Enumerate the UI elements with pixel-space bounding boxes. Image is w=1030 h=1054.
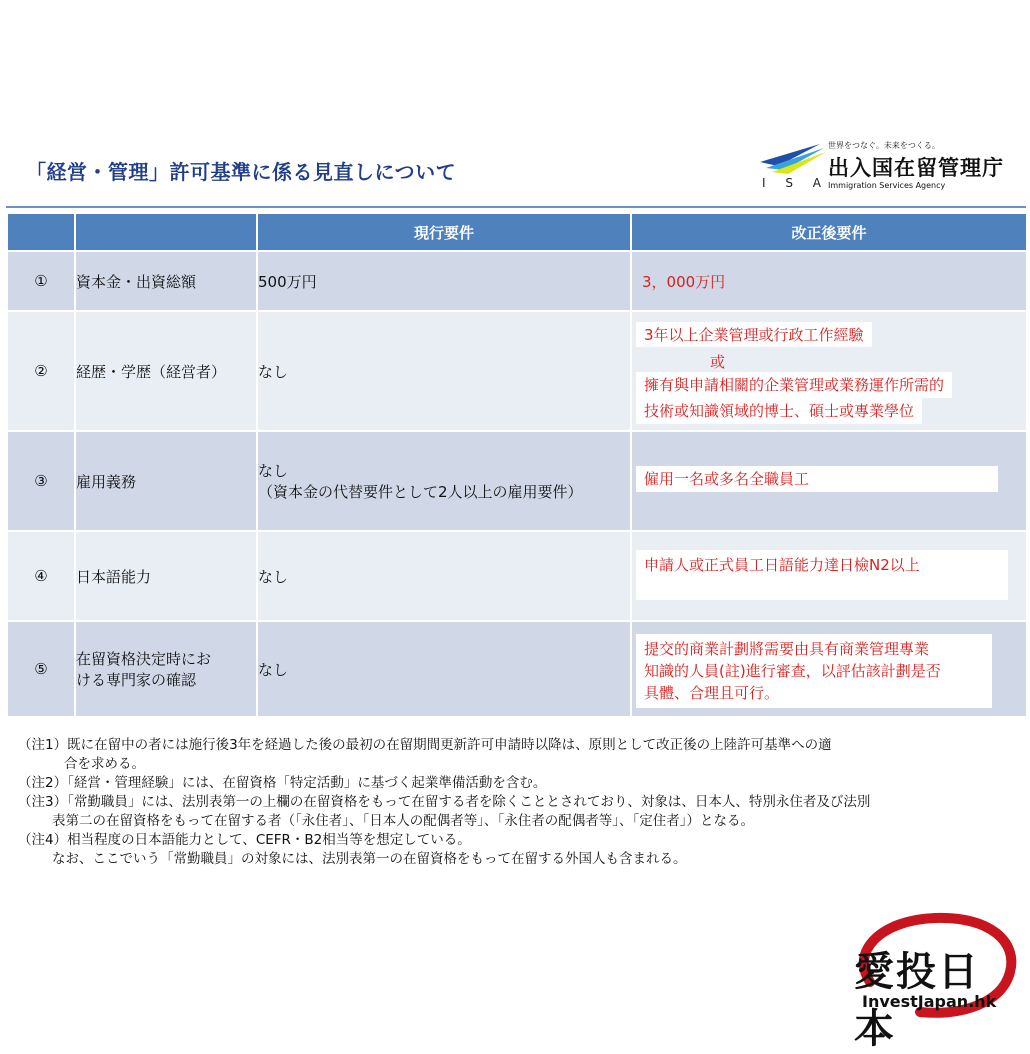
footnote-3-cont: 表第二の在留資格をもって在留する者（「永住者」、「日本人の配偶者等」、「永住者の配偶者等」、「定住者」）となる。	[52, 813, 754, 829]
header-cell-revised: 改正後要件	[631, 213, 1027, 251]
row-item: 経歴・学歴（経営者）	[75, 311, 257, 431]
row-current: 500万円	[257, 251, 631, 311]
row-item: 日本語能力	[75, 531, 257, 621]
footnote-3: （注3）「常勤職員」には、法別表第一の上欄の在留資格をもって在留する者を除くこととされており、対象は、日本人、特別永住者及び法別	[18, 794, 871, 810]
row-number: ⑤	[7, 621, 75, 717]
isa-logo	[758, 140, 1028, 196]
row-current	[257, 431, 631, 531]
revised-text: 知識的人員(註)進行審查，以評估該計劃是否	[644, 662, 941, 680]
table-row	[7, 531, 1027, 621]
isa-abbrev: I S A	[762, 176, 829, 190]
watermark	[840, 912, 1020, 1052]
header-cell-current: 現行要件	[257, 213, 631, 251]
logo-tagline: 世界をつなぐ。未来をつくる。	[828, 141, 940, 150]
row-item: 雇用義務	[75, 431, 257, 531]
isa-emblem-icon	[758, 140, 828, 180]
revised-text: 或	[710, 353, 726, 371]
agency-name-ja: 出入国在留管理庁	[828, 156, 1004, 180]
watermark-ja: 愛投日本	[854, 949, 980, 1052]
revised-text: 提交的商業計劃將需要由具有商業管理專業	[644, 640, 930, 658]
footnote-4: （注4）相当程度の日本語能力として、CEFR・B2相当等を想定している。	[18, 832, 471, 848]
row-number: ②	[7, 311, 75, 431]
row-current: なし	[257, 621, 631, 717]
item-text: ける専門家の確認	[76, 671, 197, 689]
header-cell-num	[7, 213, 75, 251]
row-number: ①	[7, 251, 75, 311]
watermark-en: InvestJapan.hk	[862, 992, 997, 1011]
requirements-table	[6, 212, 1028, 718]
revised-text: 技術或知識領域的博士、碩士或專業學位	[636, 398, 922, 424]
row-current: なし	[257, 531, 631, 621]
row-revised	[631, 251, 1027, 311]
row-revised	[631, 431, 1027, 531]
revised-text: 具體、合理且可行。	[644, 684, 780, 702]
row-revised	[631, 621, 1027, 717]
revised-text: 擁有與申請相關的企業管理或業務運作所需的	[636, 372, 952, 398]
footnote-2: （注2）「経営・管理経験」には、在留資格「特定活動」に基づく起業準備活動を含む。	[18, 775, 547, 791]
row-current: なし	[257, 311, 631, 431]
footnotes	[18, 736, 1018, 869]
current-text: （資本金の代替要件として2人以上の雇用要件）	[258, 483, 583, 501]
current-text: なし	[258, 462, 289, 480]
table-row	[7, 311, 1027, 431]
row-revised	[631, 311, 1027, 431]
page-title: 「経営・管理」許可基準に係る見直しについて	[26, 160, 457, 184]
revised-text: 3，000万円	[642, 272, 726, 291]
row-item	[75, 621, 257, 717]
revised-box	[636, 634, 992, 708]
item-text: 在留資格決定時にお	[76, 650, 212, 668]
footnote-4-cont: なお、ここでいう「常勤職員」の対象には、法別表第一の在留資格をもって在留する外国人も含まれる。	[52, 851, 687, 867]
row-number: ④	[7, 531, 75, 621]
table-row	[7, 621, 1027, 717]
footnote-1: （注1）既に在留中の者には施行後3年を経過した後の最初の在留期間更新許可申請時以降は、原則として改正後の上陸許可基準への適	[18, 737, 832, 753]
revised-text: 僱用一名或多名全職員工	[636, 466, 998, 492]
row-number: ③	[7, 431, 75, 531]
table-row	[7, 431, 1027, 531]
row-revised	[631, 531, 1027, 621]
table-row	[7, 251, 1027, 311]
revised-text: 3年以上企業管理或行政工作經驗	[636, 322, 872, 347]
agency-name-en: Immigration Services Agency	[828, 181, 946, 190]
footnote-1-cont: 合を求める。	[64, 756, 145, 772]
header-rule	[6, 206, 1026, 208]
row-item: 資本金・出資総額	[75, 251, 257, 311]
revised-text: 申請人或正式員工日語能力達日檢N2以上	[636, 550, 1008, 600]
table-header-row	[7, 213, 1027, 251]
header-cell-item	[75, 213, 257, 251]
